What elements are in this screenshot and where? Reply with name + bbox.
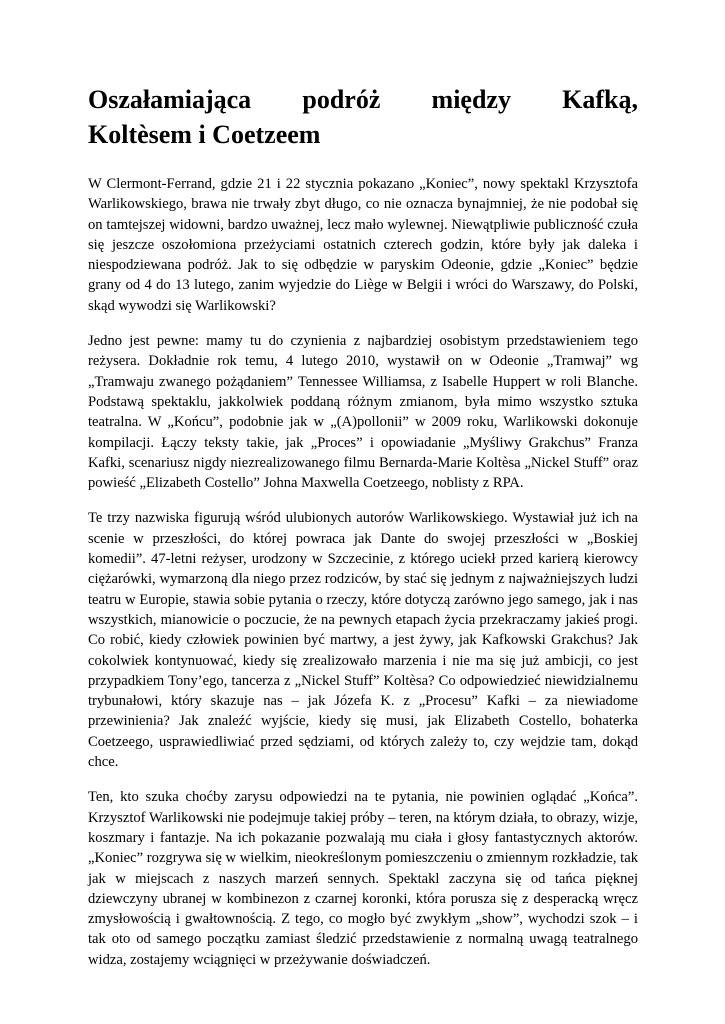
- paragraph-2: Jedno jest pewne: mamy tu do czynienia z najbardziej osobistym przedstawieniem tego reżysera. Dokładnie rok temu, 4 lutego 2010, wystawił on w Odeonie „Tramwaj” wg „Tramwaju zwanego pożądaniem” Tennessee Williamsa, z Isabelle Huppert w roli Blanche. Podstawą spektaklu, jakkolwiek poddaną różnym zmianom, była mimo wszystko sztuka teatralna. W „Końcu”, podobnie jak w „(A)pollonii” w 2009 roku, Warlikowski dokonuje kompilacji. Łączy teksty takie, jak „Proces” i opowiadanie „Myśliwy Grakchus” Franza Kafki, scenariusz nigdy niezrealizowanego filmu Bernarda-Marie Koltèsa „Nickel Stuff” oraz powieść „Elizabeth Costello” Johna Maxwella Coetzeego, noblisty z RPA.: [88, 333, 638, 492]
- paragraph-3: Te trzy nazwiska figurują wśród ulubionych autorów Warlikowskiego. Wystawiał już ich na scenie w przeszłości, do której powraca jak Dante do swojej przeszłości w „Boskiej komedii”. 47-letni reżyser, urodzony w Szczecinie, z którego uciekł przed karierą kierowcy ciężarówki, wymarzoną dla niego przez rodziców, by stać się jednym z najważniejszych ludzi teatru w Europie, stawia sobie pytania o rzeczy, które dotyczą zarówno jego samego, jak i nas wszystkich, mianowicie o poczucie, że na pewnych etapach życia przekraczamy jakieś progi. Co robić, kiedy człowiek powinien być martwy, a jest żywy, jak Kafkowski Grakchus? Jak cokolwiek kontynuować, kiedy się zrealizowało marzenia i nie ma się już ambicji, co jest przypadkiem Tony’ego, tancerza z „Nickel Stuff” Koltèsa? Co odpowiedzieć niewidzialnemu trybunałowi, który skazuje nas – jak Józefa K. z „Procesu” Kafki – za niewiadome przewinienia? Jak znaleźć wyjście, kiedy się musi, jak Elizabeth Costello, bohaterka Coetzeego, usprawiedliwiać przed sędziami, od których zależy to, czy wejdzie tam, dokąd chce.: [88, 510, 638, 771]
- document-page: [88, 82, 638, 985]
- article-title-line-1: Oszałamiająca podróż między Kafką,: [88, 85, 638, 114]
- article-title: [88, 82, 638, 152]
- paragraph-1: W Clermont-Ferrand, gdzie 21 i 22 stycznia pokazano „Koniec”, nowy spektakl Krzysztofa Warlikowskiego, brawa nie trwały zbyt długo, co nie oznacza bynajmniej, że nie podobał się on tamtejszej widowni, bardzo uważnej, lecz mało wylewnej. Niewątpliwie publiczność czuła się jeszcze oszołomiona przeżyciami ostatnich czterech godzin, które były jak daleka i niespodziewana podróż. Jak to się odbędzie w paryskim Odeonie, gdzie „Koniec” będzie grany od 4 do 13 lutego, zanim wyjedzie do Liège w Belgii i wróci do Warszawy, do Polski, skąd wywodzi się Warlikowski?: [88, 176, 638, 314]
- paragraph-4: Ten, kto szuka choćby zarysu odpowiedzi na te pytania, nie powinien oglądać „Końca”. Krzysztof Warlikowski nie podejmuje takiej próby – teren, na którym działa, to obrazy, wizje, koszmary i fantazje. Na ich pokazanie pozwalają mu ciała i głosy fantastycznych aktorów. „Koniec” rozgrywa się w wielkim, nieokreślonym pomieszczeniu o zmiennym rozkładzie, tak jak w miejscach z naszych marzeń sennych. Spektakl zaczyna się od tańca pięknej dziewczyny ubranej w kombinezon z czarnej koronki, która porusza się z desperacką wręcz zmysłowością i gwałtownością. Z tego, co mogło być zwykłym „show”, wychodzi szok – i tak oto od samego początku zamiast śledzić przedstawienie z normalną uwagą teatralnego widza, zostajemy wciągnięci w przeżywanie doświadczeń.: [88, 789, 638, 968]
- article-title-line-2: Koltèsem i Coetzeem: [88, 120, 321, 149]
